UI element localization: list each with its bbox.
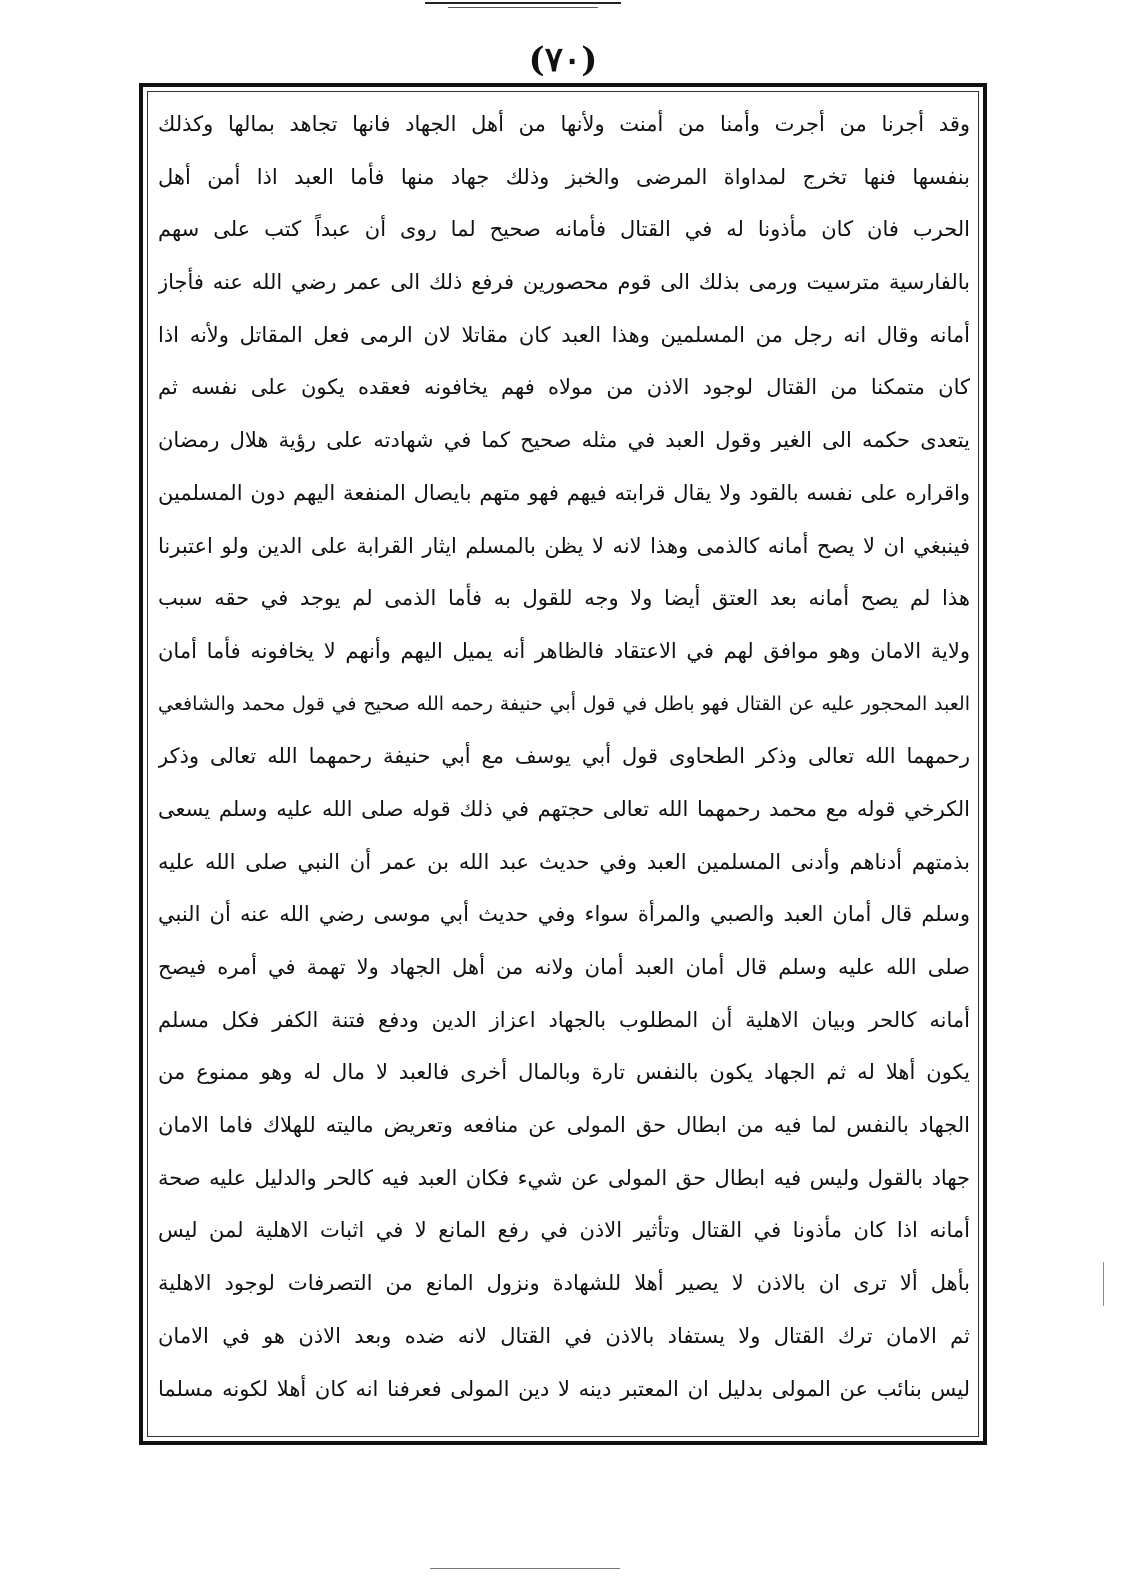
text-line: الكرخي قوله مع محمد رحمهما الله تعالى حجتهم في ذلك قوله صلى الله عليه وسلم يسعى — [158, 796, 970, 821]
text-line: بأهل ألا ترى ان بالاذن لا يصير أهلا للشهادة ونزول المانع من التصرفات لوجود الاهلية — [158, 1271, 970, 1296]
text-line: صلى الله عليه وسلم قال أمان العبد أمان ولانه من أهل الجهاد ولا تهمة في أمره فيصح — [158, 955, 970, 979]
text-line: كان متمكنا من القتال لوجود الاذن من مولاه فهم يخافونه فعقده يكون على نفسه ثم — [158, 375, 970, 400]
text-line: وقد أجرنا من أجرت وأمنا من أمنت ولأنها من أهل الجهاد فانها تجاهد بمالها وكذلك — [158, 112, 970, 136]
text-line: أمانه وقال انه رجل من المسلمين وهذا العبد كان مقاتلا لان الرمى فعل المقاتل ولأنه اذا — [158, 322, 970, 347]
top-rule-secondary — [448, 7, 598, 8]
top-rule — [425, 2, 621, 4]
text-line: يكون أهلا له ثم الجهاد يكون بالنفس تارة وبالمال أخرى فالعبد لا مال له وهو ممنوع من — [158, 1060, 970, 1085]
text-line: بذمتهم أدناهم وأدنى المسلمين العبد وفي حديث عبد الله بن عمر أن النبي صلى الله عليه — [158, 849, 970, 874]
text-line: وسلم قال أمان العبد والصبي والمرأة سواء وفي حديث أبي موسى رضي الله عنه أن النبي — [158, 902, 970, 927]
scan-margin-mark — [1103, 1262, 1104, 1306]
text-line: هذا لم يصح أمانه بعد العتق أيضا ولا وجه للقول به فأما الذمى لم يوجد في حقه سبب — [158, 586, 970, 611]
text-line: أمانه كالحر وبيان الاهلية أن المطلوب بالجهاد اعزاز الدين ودفع فتنة الكفر فكل مسلم — [158, 1007, 970, 1032]
text-line: فينبغي ان لا يصح أمانه كالذمى وهذا لانه لا يظن بالمسلم ايثار القرابة على الدين ولو اعتبرنا — [158, 533, 970, 558]
body-text — [158, 98, 970, 1418]
text-line: العبد المحجور عليه عن القتال فهو باطل في قول أبي حنيفة رحمه الله صحيح في قول محمد والشافعي — [158, 692, 970, 715]
text-line: ليس بنائب عن المولى بدليل ان المعتبر دينه لا دين المولى فعرفنا انه كان أهلا لكونه مسلما — [158, 1376, 970, 1401]
page-number: (٧٠) — [528, 40, 598, 80]
bottom-rule — [430, 1568, 620, 1569]
text-line: أمانه اذا كان مأذونا في القتال وتأثير الاذن في رفع المانع لا في اثبات الاهلية لمن ليس — [158, 1218, 970, 1243]
text-line: رحمهما الله تعالى وذكر الطحاوى قول أبي يوسف مع أبي حنيفة رحمهما الله تعالى وذكر — [158, 744, 970, 769]
text-line: ولاية الامان وهو موافق لهم في الاعتقاد فالظاهر أنه يميل اليهم وأنهم لا يخافونه فأما أمان — [158, 638, 970, 663]
text-line: جهاد بالقول وليس فيه ابطال حق المولى عن شيء فكان العبد فيه كالحر والدليل عليه صحة — [158, 1165, 970, 1190]
text-line: يتعدى حكمه الى الغير وقول العبد في مثله صحيح كما في شهادته على رؤية هلال رمضان — [158, 428, 970, 453]
text-line: ثم الامان ترك القتال ولا يستفاد بالاذن في القتال لانه ضده وبعد الاذن هو في الامان — [158, 1323, 970, 1348]
text-line: بالفارسية مترسيت ورمى بذلك الى قوم محصورين فرفع ذلك الى عمر رضي الله عنه فأجاز — [158, 270, 970, 295]
text-line: الحرب فان كان مأذونا له في القتال فأمانه صحيح لما روى أن عبداً كتب على سهم — [158, 217, 970, 242]
text-line: واقراره على نفسه بالقود ولا يقال قرابته فيهم فهو متهم بايصال المنفعة اليهم دون المسلمين — [158, 480, 970, 505]
text-line: الجهاد بالنفس لما فيه من ابطال حق المولى عن منافعه وتعريض ماليته للهلاك فاما الامان — [158, 1113, 970, 1138]
text-line: بنفسها فنها تخرج لمداواة المرضى والخبز وذلك جهاد منها فأما العبد اذا أمن أهل — [158, 164, 970, 189]
